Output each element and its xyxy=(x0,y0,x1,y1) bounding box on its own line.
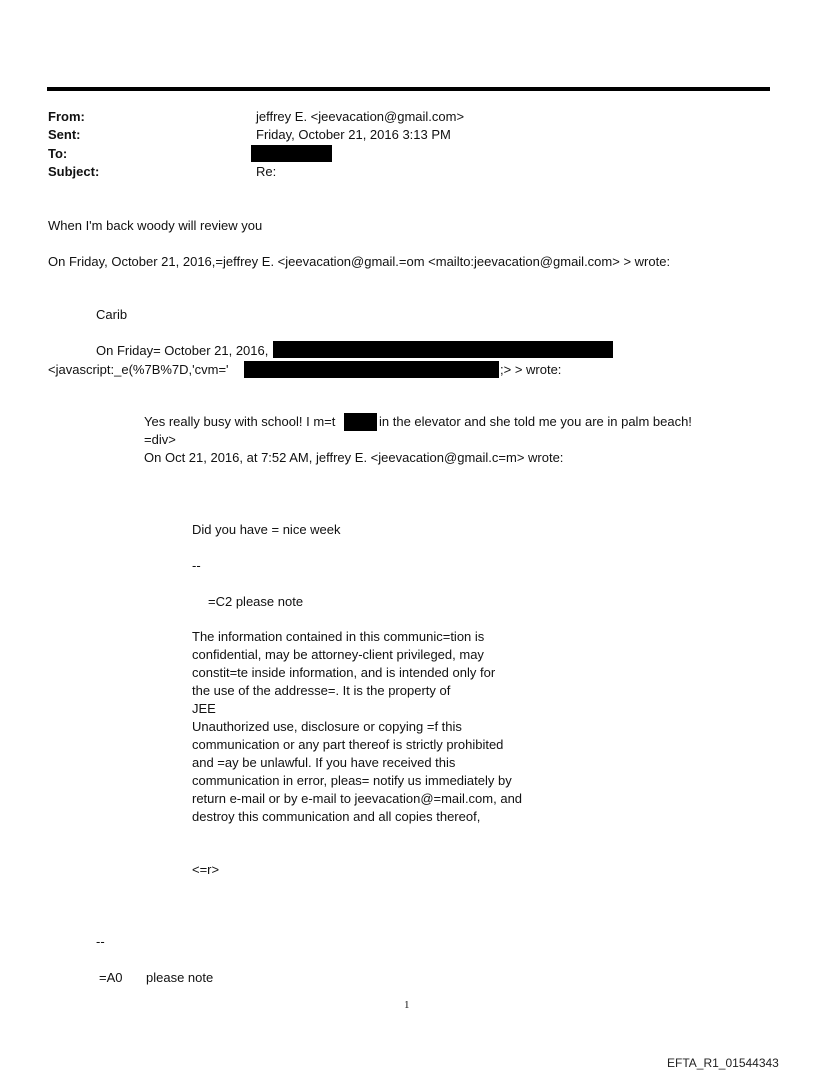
to-label: To: xyxy=(48,146,68,161)
bates-number: EFTA_R1_01544343 xyxy=(667,1056,779,1070)
reply-line: When I'm back woody will review you xyxy=(48,218,263,233)
disclaimer-line: return e-mail or by e-mail to jeevacation@=mail.com, and xyxy=(192,791,523,806)
disclaimer-block xyxy=(192,628,572,826)
did-you-line: Did you have = nice week xyxy=(192,522,341,537)
message-name-redaction xyxy=(344,413,377,431)
quote1-header: On Friday, October 21, 2016,=jeffrey E. <jeevacation@gmail.=om <mailto:jeevacation@gmail.com> > wrote: xyxy=(48,254,671,269)
disclaimer-line: communication in error, pleas= notify us immediately by xyxy=(192,773,512,788)
outer-dash: -- xyxy=(96,934,105,949)
page-number: 1 xyxy=(404,999,410,1011)
signature-dash: -- xyxy=(192,558,201,573)
br-tag: <=r> xyxy=(192,862,220,877)
disclaimer-line: the use of the addresse=. It is the property of xyxy=(192,683,451,698)
c2-note: =C2 please note xyxy=(208,594,304,609)
a0-code: =A0 xyxy=(99,970,123,985)
quote2-header-b-post: ;> > wrote: xyxy=(500,362,562,377)
disclaimer-line: confidential, may be attorney-client privileged, may xyxy=(192,647,484,662)
from-value: jeffrey E. <jeevacation@gmail.com> xyxy=(256,109,465,124)
sent-label: Sent: xyxy=(48,127,81,142)
disclaimer-line: JEE xyxy=(192,701,216,716)
message-div-tag: =div> xyxy=(144,432,176,447)
quote2-header-b-pre: <javascript:_e(%7B%7D,'cvm=' xyxy=(48,362,229,377)
disclaimer-line: destroy this communication and all copies thereof, xyxy=(192,809,481,824)
header-rule xyxy=(47,87,770,91)
disclaimer-line: constit=te inside information, and is intended only for xyxy=(192,665,496,680)
subject-label: Subject: xyxy=(48,164,100,179)
quote2-header-a xyxy=(96,342,268,360)
quote2-name-redaction xyxy=(273,341,613,358)
a0-note: please note xyxy=(146,970,214,985)
carib-line: Carib xyxy=(96,307,128,322)
sent-value: Friday, October 21, 2016 3:13 PM xyxy=(256,127,451,142)
disclaimer-line: The information contained in this communic=tion is xyxy=(192,629,485,644)
from-label: From: xyxy=(48,109,85,124)
disclaimer-line: and =ay be unlawful. If you have received this xyxy=(192,755,456,770)
disclaimer-line: communication or any part thereof is strictly prohibited xyxy=(192,737,504,752)
quote2-email-redaction xyxy=(244,361,499,378)
disclaimer-line: Unauthorized use, disclosure or copying =f this xyxy=(192,719,462,734)
quote2-header-a-text: On Friday= October 21, 2016, xyxy=(96,343,269,358)
quote3-header: On Oct 21, 2016, at 7:52 AM, jeffrey E. <jeevacation@gmail.c=m> wrote: xyxy=(144,450,564,465)
message-pre: Yes really busy with school! I m=t xyxy=(144,414,336,429)
to-redaction xyxy=(251,145,332,162)
subject-value: Re: xyxy=(256,164,277,179)
message-post: in the elevator and she told me you are in palm beach! xyxy=(379,414,692,429)
